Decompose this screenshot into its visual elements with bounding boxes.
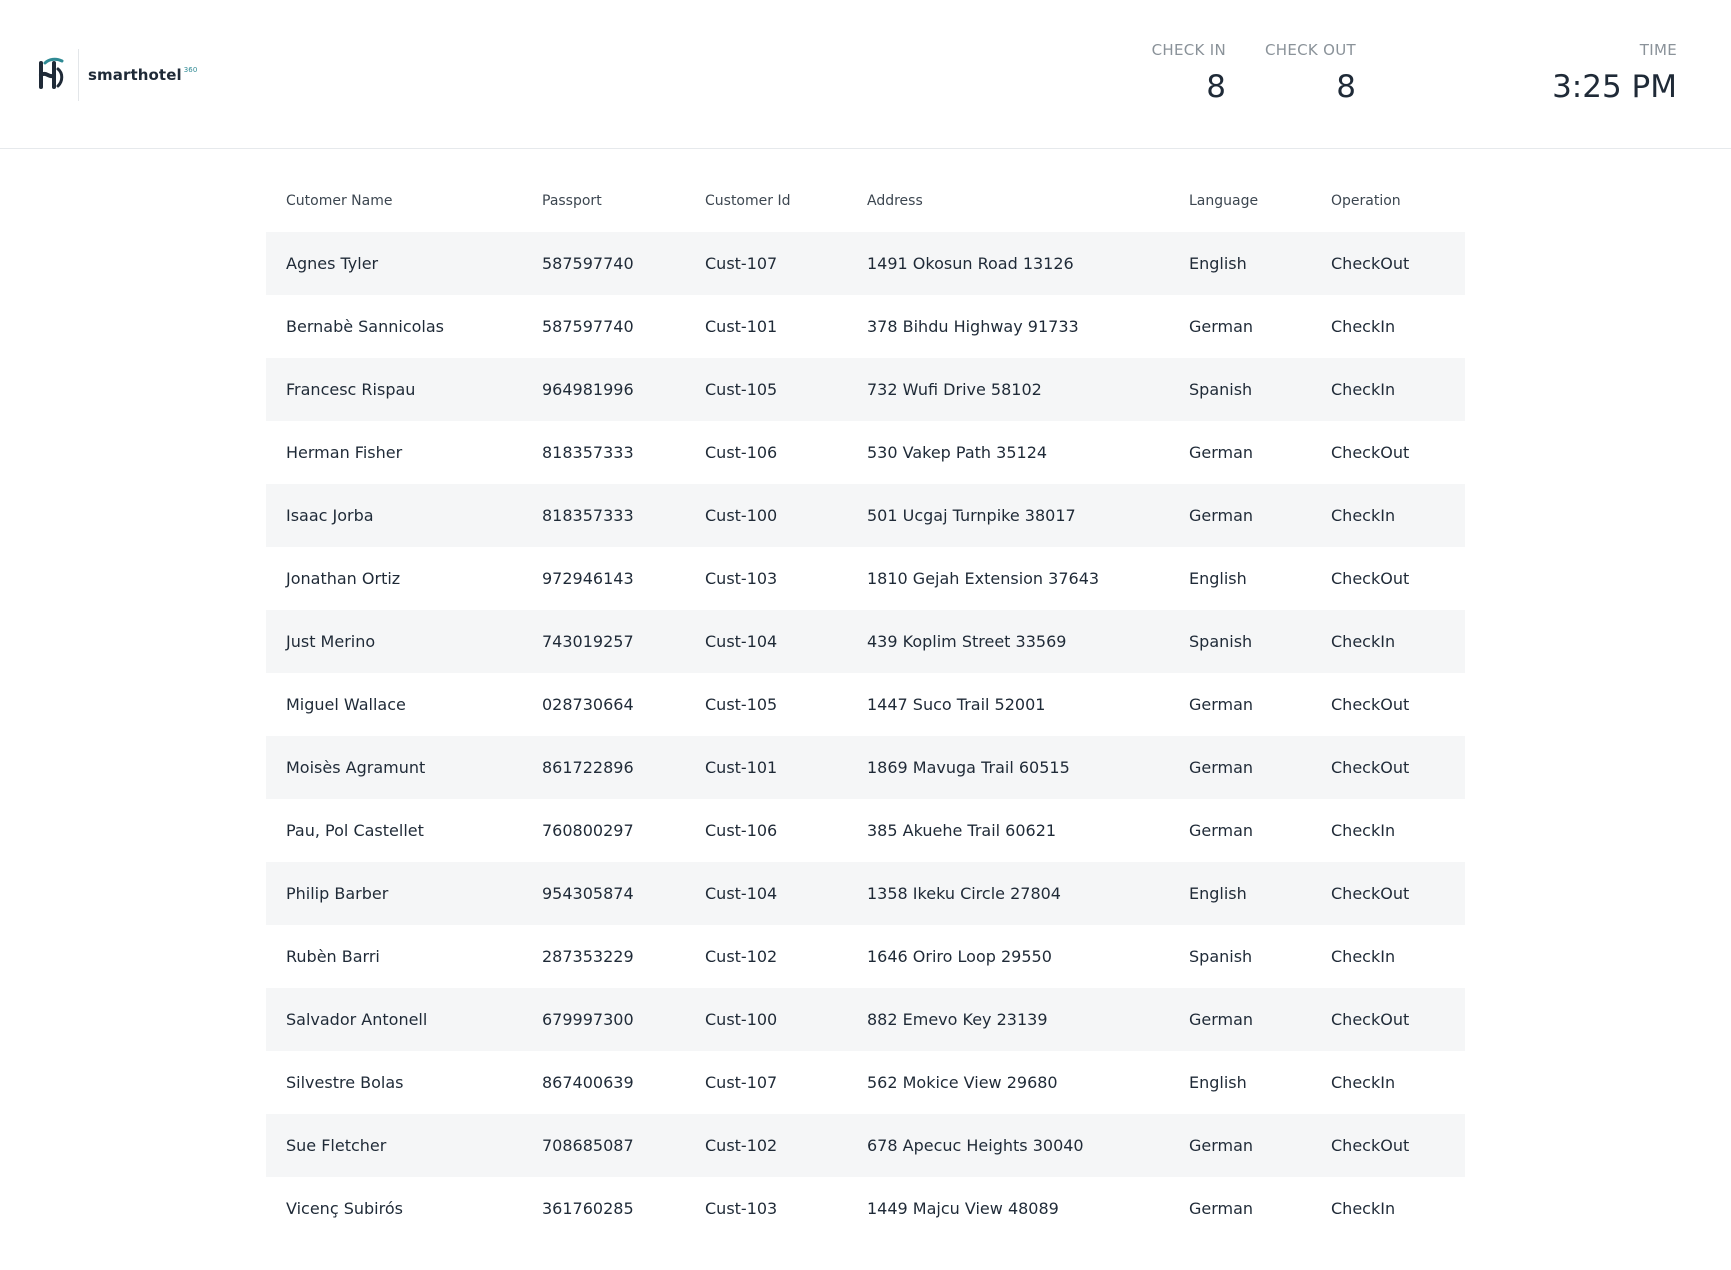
cell-language: German [1189, 317, 1254, 336]
table-row[interactable] [266, 421, 1465, 484]
cell-address: 882 Emevo Key 23139 [847, 988, 1169, 1051]
cell-operation: CheckIn [1311, 358, 1465, 421]
cell-language: German [1169, 988, 1311, 1051]
cell-customer-name: Pau, Pol Castellet [286, 821, 424, 840]
cell-passport: 964981996 [522, 358, 685, 421]
cell-operation: CheckIn [1331, 317, 1396, 336]
cell-customer-name: Herman Fisher [286, 443, 403, 462]
cell-customer-id: Cust-102 [685, 1114, 847, 1177]
time-label: TIME [1639, 41, 1677, 59]
smarthotel-logo-icon [32, 55, 72, 95]
cell-passport: 972946143 [542, 569, 634, 588]
time-value: 3:25 PM [1552, 69, 1677, 105]
cell-operation: CheckIn [1331, 947, 1396, 966]
cell-address: 1810 Gejah Extension 37643 [867, 569, 1100, 588]
cell-customer-name: Rubèn Barri [286, 947, 380, 966]
cell-customer-id: Cust-104 [685, 610, 847, 673]
app-logo[interactable] [32, 50, 197, 100]
cell-operation: CheckOut [1311, 232, 1465, 295]
table-row[interactable] [266, 673, 1465, 736]
cell-language: German [1189, 695, 1254, 714]
brand-name-text: smarthotel [88, 66, 182, 84]
cell-address: 530 Vakep Path 35124 [867, 443, 1048, 462]
cell-passport: 708685087 [522, 1114, 685, 1177]
cell-language: German [1169, 484, 1311, 547]
cell-address: 378 Bihdu Highway 91733 [867, 317, 1079, 336]
cell-customer-name: Sue Fletcher [266, 1114, 522, 1177]
cell-address: 1358 Ikeku Circle 27804 [847, 862, 1169, 925]
cell-address: 732 Wufi Drive 58102 [847, 358, 1169, 421]
cell-language: Spanish [1169, 610, 1311, 673]
cell-customer-name: Jonathan Ortiz [286, 569, 401, 588]
cell-customer-name: Miguel Wallace [286, 695, 406, 714]
cell-customer-name: Silvestre Bolas [286, 1073, 404, 1092]
table-header-row [266, 170, 1465, 232]
table-row[interactable] [266, 547, 1465, 610]
cell-customer-id: Cust-106 [705, 443, 778, 462]
table-row[interactable] [266, 295, 1465, 358]
cell-customer-id: Cust-100 [685, 988, 847, 1051]
cell-operation: CheckOut [1331, 569, 1410, 588]
cell-customer-name: Isaac Jorba [266, 484, 522, 547]
cell-passport: 760800297 [542, 821, 634, 840]
checkin-stat [1152, 41, 1226, 105]
cell-address: 1491 Okosun Road 13126 [847, 232, 1169, 295]
cell-passport: 867400639 [542, 1073, 634, 1092]
table-row[interactable] [266, 1114, 1465, 1177]
cell-passport: 028730664 [542, 695, 634, 714]
cell-customer-name: Salvador Antonell [266, 988, 522, 1051]
table-row[interactable] [266, 358, 1465, 421]
cell-language: English [1169, 232, 1311, 295]
checkin-value: 8 [1206, 69, 1226, 105]
cell-operation: CheckIn [1311, 610, 1465, 673]
cell-operation: CheckIn [1331, 1073, 1396, 1092]
cell-passport: 287353229 [542, 947, 634, 966]
cell-operation: CheckOut [1311, 862, 1465, 925]
cell-customer-id: Cust-103 [705, 1199, 778, 1218]
table-row[interactable] [266, 232, 1465, 295]
cell-address: 385 Akuehe Trail 60621 [867, 821, 1057, 840]
cell-address: 439 Koplim Street 33569 [847, 610, 1169, 673]
table-row[interactable] [266, 925, 1465, 988]
table-row[interactable] [266, 610, 1465, 673]
checkout-value: 8 [1336, 69, 1356, 105]
table-row[interactable] [266, 862, 1465, 925]
header-language[interactable]: Language [1189, 193, 1259, 209]
cell-customer-id: Cust-101 [685, 736, 847, 799]
cell-operation: CheckOut [1311, 1114, 1465, 1177]
table-row[interactable] [266, 1177, 1465, 1240]
time-stat [1552, 41, 1677, 105]
table-row[interactable] [266, 988, 1465, 1051]
brand-name [88, 66, 197, 84]
cell-language: German [1189, 443, 1254, 462]
table-row[interactable] [266, 484, 1465, 547]
cell-customer-name: Agnes Tyler [266, 232, 522, 295]
cell-language: German [1169, 1114, 1311, 1177]
header-address[interactable]: Address [867, 193, 923, 209]
cell-customer-name: Francesc Rispau [266, 358, 522, 421]
cell-customer-name: Philip Barber [266, 862, 522, 925]
cell-address: 1447 Suco Trail 52001 [867, 695, 1046, 714]
cell-address: 562 Mokice View 29680 [867, 1073, 1058, 1092]
brand-superscript: 360 [183, 66, 198, 74]
cell-customer-id: Cust-104 [685, 862, 847, 925]
cell-customer-id: Cust-101 [705, 317, 778, 336]
top-header [0, 0, 1731, 149]
cell-customer-id: Cust-106 [705, 821, 778, 840]
cell-passport: 743019257 [522, 610, 685, 673]
checkout-label: CHECK OUT [1265, 41, 1356, 59]
cell-language: German [1189, 1199, 1254, 1218]
cell-customer-id: Cust-102 [705, 947, 778, 966]
cell-address: 501 Ucgaj Turnpike 38017 [847, 484, 1169, 547]
cell-customer-name: Bernabè Sannicolas [286, 317, 445, 336]
cell-operation: CheckIn [1311, 484, 1465, 547]
cell-operation: CheckIn [1331, 821, 1396, 840]
header-passport[interactable]: Passport [542, 193, 602, 209]
cell-customer-id: Cust-107 [705, 1073, 778, 1092]
table-body [266, 232, 1465, 1240]
cell-operation: CheckOut [1311, 988, 1465, 1051]
cell-operation: CheckIn [1331, 1199, 1396, 1218]
cell-passport: 818357333 [542, 443, 634, 462]
cell-customer-name: Moisès Agramunt [266, 736, 522, 799]
checkout-stat [1265, 41, 1356, 105]
cell-customer-name: Just Merino [266, 610, 522, 673]
cell-operation: CheckOut [1331, 695, 1410, 714]
cell-customer-name: Vicenç Subirós [286, 1199, 403, 1218]
cell-passport: 361760285 [542, 1199, 634, 1218]
table-row[interactable] [266, 736, 1465, 799]
cell-address: 678 Apecuc Heights 30040 [847, 1114, 1169, 1177]
cell-customer-id: Cust-100 [685, 484, 847, 547]
table-row[interactable] [266, 799, 1465, 862]
cell-operation: CheckOut [1331, 443, 1410, 462]
cell-passport: 587597740 [522, 232, 685, 295]
cell-passport: 954305874 [522, 862, 685, 925]
cell-address: 1646 Oriro Loop 29550 [867, 947, 1052, 966]
cell-address: 1449 Majcu View 48089 [867, 1199, 1059, 1218]
cell-language: German [1189, 821, 1254, 840]
cell-address: 1869 Mavuga Trail 60515 [847, 736, 1169, 799]
cell-language: German [1169, 736, 1311, 799]
header-customer-name[interactable]: Cutomer Name [286, 193, 393, 209]
cell-language: Spanish [1189, 947, 1253, 966]
header-customer-id[interactable]: Customer Id [705, 193, 791, 209]
cell-operation: CheckOut [1311, 736, 1465, 799]
header-operation[interactable]: Operation [1331, 193, 1401, 209]
cell-customer-id: Cust-103 [705, 569, 778, 588]
customers-table-container [266, 170, 1465, 1240]
cell-language: English [1169, 862, 1311, 925]
cell-passport: 861722896 [522, 736, 685, 799]
cell-passport: 679997300 [522, 988, 685, 1051]
cell-language: English [1189, 569, 1247, 588]
logo-divider [78, 49, 79, 101]
checkin-label: CHECK IN [1151, 41, 1226, 59]
cell-passport: 818357333 [522, 484, 685, 547]
cell-language: Spanish [1169, 358, 1311, 421]
cell-customer-id: Cust-105 [705, 695, 778, 714]
customers-table [266, 170, 1465, 1240]
cell-customer-id: Cust-107 [685, 232, 847, 295]
cell-language: English [1189, 1073, 1247, 1092]
cell-customer-id: Cust-105 [685, 358, 847, 421]
cell-passport: 587597740 [542, 317, 634, 336]
table-row[interactable] [266, 1051, 1465, 1114]
